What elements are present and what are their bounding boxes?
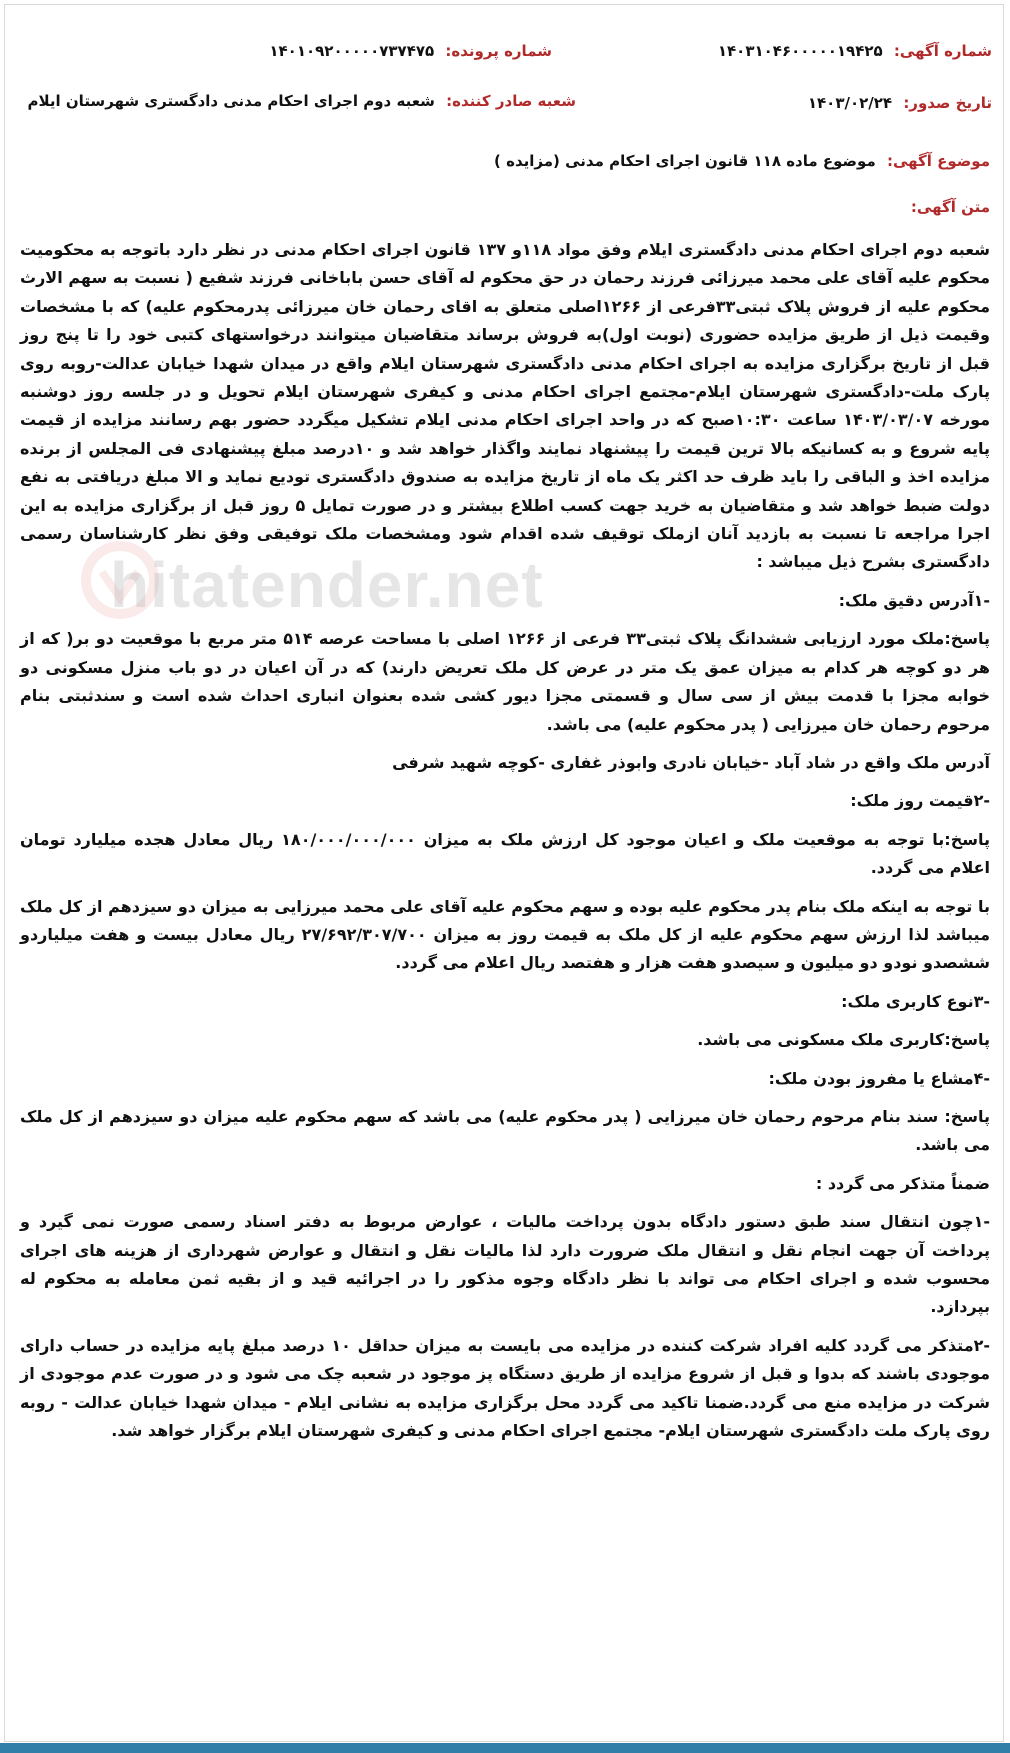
question-3: -۳نوع کاربری ملک: [841, 991, 990, 1011]
answer-4: پاسخ: سند بنام مرحوم رحمان خان میرزایی ( پدر محکوم علیه) می باشد که سهم محکوم علیه میزان دو سیزدهم از کل ملک می باشد. [20, 1106, 990, 1155]
question-2: -۲قیمت روز ملک: [850, 791, 990, 811]
issue-date-label: تاریخ صدور: [903, 94, 992, 112]
answer-1-address: آدرس ملک واقع در شاد آباد -خیابان نادری وابوذر غفاری -کوچه شهید شرفی [392, 752, 990, 772]
watermark-text: hitatender.net [110, 549, 544, 621]
subject-value: موضوع ماده ۱۱۸ قانون اجرای احکام مدنی (مزایده ) [494, 152, 876, 170]
note-2: -۲متذکر می گردد کلیه افراد شرکت کننده در مزایده می بایست به میزان حداقل ۱۰ درصد مبلغ پایه مزایده در حساب دارای موجودی باشند که بدوا و قبل از شروع مزایده از طریق دستگاه پز موجود در شعبه چک می شود و در صورت عدم موجودی از شرکت در مزایده منع می گردد.ضمنا تاکید می گردد محل برگزاری مزایده به نشانی ایلام - میدان شهدا خیابان عدالت - روبه روی پارک ملت دادگستری شهرستان ایلام- مجتمع اجرای احکام مدنی و کیفری شهرستان ایلام برگزار خواهد شد. [20, 1335, 991, 1441]
bottom-bar [0, 1743, 1010, 1753]
ad-number-row [718, 42, 992, 60]
ad-number-label: شماره آگهی: [893, 42, 992, 60]
text-label: متن آگهی: [910, 198, 990, 216]
issuer-label: شعبه صادر کننده: [446, 92, 576, 110]
issuer-row [28, 92, 577, 110]
answer-2: پاسخ:با توجه به موقعیت ملک و اعیان موجود کل ارزش ملک به میزان ۱۸۰/۰۰۰/۰۰۰/۰۰۰ ریال معادل هجده میلیارد تومان اعلام می گردد. [20, 829, 990, 878]
answer-1: پاسخ:ملک مورد ارزیابی ششدانگ پلاک ثبتی۳۳ فرعی از ۱۲۶۶ اصلی با مساحت عرصه ۵۱۴ متر مربع با موقعیت دو بر( که از هر دو کوچه هر کدام به میزان عمق یک متر در عرض کل ملک تعریض دارند) که در آن اعیان در دو باب منزل مسکونی دو خوابه مجزا با قدمت بیش از سی سال و قسمتی مجزا دیور کشی شده بعنوان انباری احداث شده است و سندثبتی بنام مرحوم رحمان خان میرزایی ( پدر محکوم علیه) می باشد. [20, 629, 990, 734]
answer-3: پاسخ:کاربری ملک مسکونی می باشد. [697, 1030, 990, 1050]
issue-date-value: ۱۴۰۳/۰۲/۲۴ [807, 94, 893, 112]
case-number-value: ۱۴۰۱۰۹۲۰۰۰۰۰۷۳۷۴۷۵ [269, 42, 435, 60]
notes-heading: ضمناً متذکر می گردد : [815, 1173, 990, 1193]
ad-number-value: ۱۴۰۳۱۰۴۶۰۰۰۰۰۱۹۴۲۵ [717, 42, 883, 60]
case-number-row [269, 42, 552, 60]
answer-2-share: با توجه به اینکه ملک بنام پدر محکوم علیه بوده و سهم محکوم علیه آقای علی محمد میرزایی به میزان دو سیزدهم از کل ملک میباشد لذا ارزش سهم محکوم علیه از کل ملک به قیمت روز به میزان ۲۷/۶۹۲/۳۰۷/۷۰۰ ریال معادل بیست و هفت میلیاردو ششصدو نودو دو میلیون و سیصدو هفت هزار و هفتصد ریال اعلام می گردد. [20, 896, 990, 973]
question-1: -۱آدرس دقیق ملک: [838, 590, 990, 610]
issue-date-row [808, 94, 992, 112]
subject-row [494, 152, 990, 170]
text-label-row [911, 198, 990, 216]
subject-label: موضوع آگهی: [886, 152, 990, 170]
note-1: -۱چون انتقال سند طبق دستور دادگاه بدون پرداخت مالیات ، عوارض مربوط به دفتر اسناد رسمی صورت نمی گیرد و پرداخت آن جهت انجام نقل و انتقال ملک ضرورت دارد لذا مالیات نقل و انتقال و عوارض شهرداری از هزینه های اجرای محسوب شده و اجرای احکام می تواند با نظر دادگاه وجوه مذکور را در اجرائیه قید و از بقیه ثمن معامله به محکوم له بپردازد. [20, 1212, 990, 1317]
notice-body [20, 236, 990, 1455]
issuer-value: شعبه دوم اجرای احکام مدنی دادگستری شهرستان ایلام [27, 92, 435, 110]
question-4: -۴مشاع یا مفروز بودن ملک: [768, 1068, 990, 1088]
intro-paragraph: شعبه دوم اجرای احکام مدنی دادگستری ایلام وفق مواد ۱۱۸و ۱۳۷ قانون اجرای احکام مدنی در نظر دارد باتوجه به محکومیت محکوم علیه آقای علی محمد میرزائی فرزند رحمان در حق محکوم له آقای حسن باباخانی فرزند شفیع ( نسبت به سهم الارث محکوم علیه از فروش پلاک ثبتی۳۳فرعی از ۱۲۶۶اصلی متعلق به اقای رحمان خان میرزائی پدرمحکوم علیه) که با مشخصات وقیمت ذیل از طریق مزایده حضوری (نوبت اول)به فروش برساند متقاضیان میتوانند درخواستهای کتبی خود را تا پنج روز قبل از تاریخ برگزاری مزایده به اجرای احکام مدنی دادگستری شهرستان ایلام واقع در میدان شهدا خیابان عدالت-روبه روی پارک ملت-دادگستری شهرستان ایلام-مجتمع اجرای احکام مدنی و کیفری شهرستان ایلام تحویل و در جلسه روز دوشنبه مورخه ۱۴۰۳/۰۳/۰۷ ساعت ۱۰:۳۰صبح که در واحد اجرای احکام مدنی ایلام تشکیل میگردد حضور بهم رسانند مزایده از قیمت پایه شروع و به کسانیکه بالا ترین قیمت را پیشنهاد نمایند واگذار خواهد شد و ۱۰درصد مبلغ پیشنهادی فی المجلس از برنده مزایده اخذ و الباقی را باید ظرف حد اکثر یک ماه از تاریخ مزایده به صندوق دادگستری تودیع نماید و الا مبلغ دریافتی به نفع دولت ضبط خواهد شد و متقاضیان به خرید جهت کسب اطلاع بیشتر و در صورت تمایل ۵ روز قبل از برگزاری مزایده به این اجرا مراجعه تا نسبت به بازدید آنان ازملک توقیف شده اقدام شود ومشخصات ملک توفیقی وفق نظر کارشناسان رسمی دادگستری بشرح ذیل میباشد : [20, 240, 991, 572]
case-number-label: شماره پرونده: [445, 42, 552, 60]
